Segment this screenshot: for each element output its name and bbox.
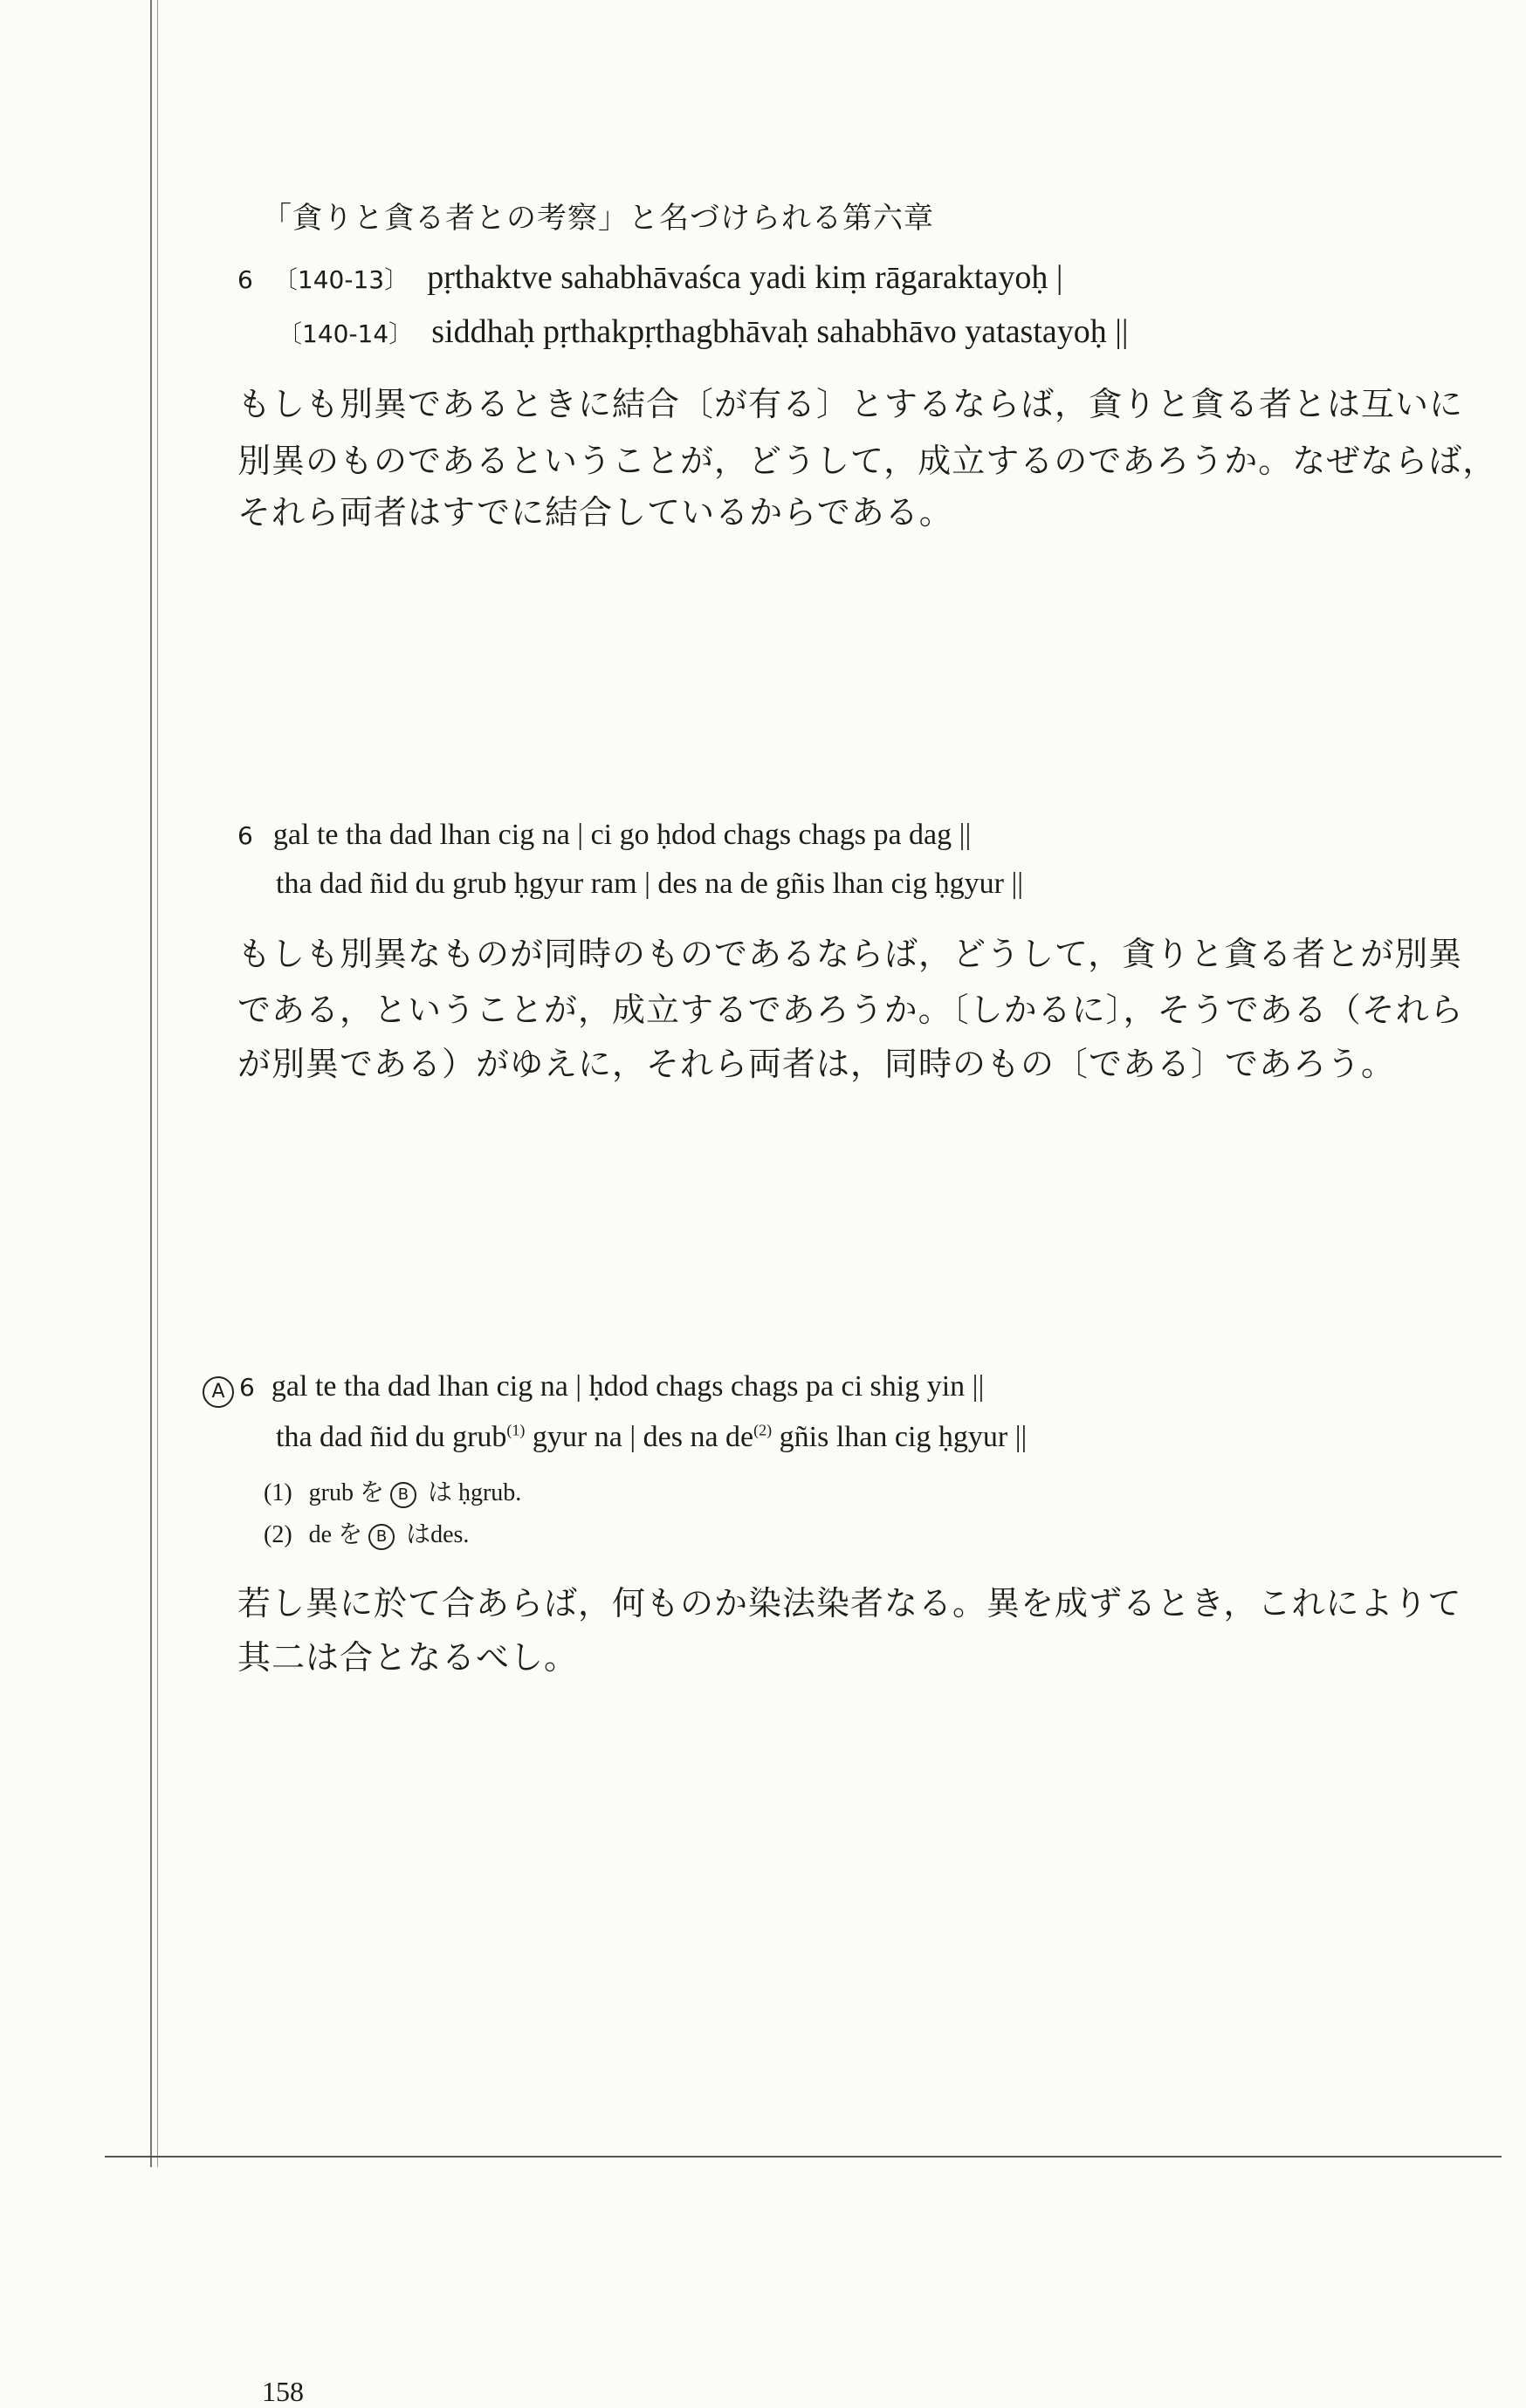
footnote-text-b: は ḥgrub. — [421, 1479, 522, 1506]
variant-text-a: tha dad ñid du grub — [276, 1421, 507, 1453]
chapter-header: 「貪りと貪る者との考察」と名づけられる第六章 — [262, 201, 934, 236]
tibetan-translation-line-2: である，ということが，成立するであろうか。〔しかるに〕，そうである（それら — [237, 991, 1464, 1029]
variant-verse-line-2 — [276, 1421, 1027, 1454]
tibetan-translation-line-1: もしも別異なものが同時のものであるならば，どうして，貪りと貪る者とが別異 — [237, 935, 1463, 973]
siglum-circle: B — [390, 1482, 416, 1508]
page-number: 158 — [262, 2376, 304, 2407]
verse-reference: 〔140-13〕 — [272, 265, 409, 294]
variant-marker-circle: A — [203, 1376, 234, 1408]
variant-verse-line-1 — [203, 1370, 984, 1408]
footnote-ref: (1) — [506, 1421, 526, 1439]
tibetan-text: gal te tha dad lhan cig na | ci go ḥdod chags chags pa dag || — [272, 819, 972, 851]
footnote-1 — [264, 1473, 521, 1508]
sanskrit-translation-line-2: 別異のものであるということが，どうして，成立するのであろうか。なぜならば， — [237, 442, 1497, 480]
verse-reference: 〔140-14〕 — [278, 319, 414, 348]
sanskrit-translation-line-1: もしも別異であるときに結合〔が有る〕とするならば，貪りと貪る者とは互いに — [237, 385, 1464, 423]
binding-rule-left — [150, 0, 152, 2167]
tibetan-translation-line-3: が別異である）がゆえに，それら両者は，同時のもの〔である〕であろう。 — [237, 1045, 1396, 1083]
variant-translation-line-1: 若し異に於て合あらば，何ものか染法染者なる。異を成ずるとき，これによりて — [237, 1584, 1462, 1622]
tibetan-verse-line-2: tha dad ñid du grub ḥgyur ram | des na de gñis lhan cig ḥgyur || — [276, 868, 1024, 900]
siglum-circle: B — [368, 1524, 395, 1550]
tibetan-verse-line-1 — [237, 819, 971, 852]
sanskrit-verse-line-1 — [237, 258, 1062, 297]
footnote-text-b: はdes. — [400, 1521, 470, 1548]
verse-number: 6 — [239, 1373, 255, 1402]
bottom-edge-rule — [105, 2156, 1502, 2158]
variant-translation-line-2: 其二は合となるべし。 — [237, 1638, 579, 1677]
sanskrit-text: pṛthaktve sahabhāvaśca yadi kiṃ rāgaraktayoḥ | — [427, 259, 1063, 296]
footnote-ref: (2) — [753, 1421, 773, 1439]
sanskrit-text: siddhaḥ pṛthakpṛthagbhāvaḥ sahabhāvo yatastayoḥ || — [431, 313, 1129, 350]
footnote-num: (2) — [264, 1521, 292, 1548]
sanskrit-translation-line-3: それら両者はすでに結合しているからである。 — [237, 493, 953, 532]
footnote-2 — [264, 1515, 469, 1550]
binding-rule-inner — [157, 0, 158, 2167]
verse-number: 6 — [237, 821, 253, 850]
variant-text-c: gñis lhan cig ḥgyur || — [772, 1421, 1028, 1453]
variant-text-b: gyur na | des na de — [525, 1421, 754, 1453]
footnote-text-a: grub を — [308, 1479, 390, 1506]
footnote-num: (1) — [264, 1479, 292, 1506]
sanskrit-verse-line-2 — [278, 312, 1129, 351]
verse-number: 6 — [237, 265, 253, 294]
footnote-text-a: de を — [308, 1521, 369, 1548]
variant-text: gal te tha dad lhan cig na | ḥdod chags chags pa ci shig yin || — [271, 1370, 985, 1403]
